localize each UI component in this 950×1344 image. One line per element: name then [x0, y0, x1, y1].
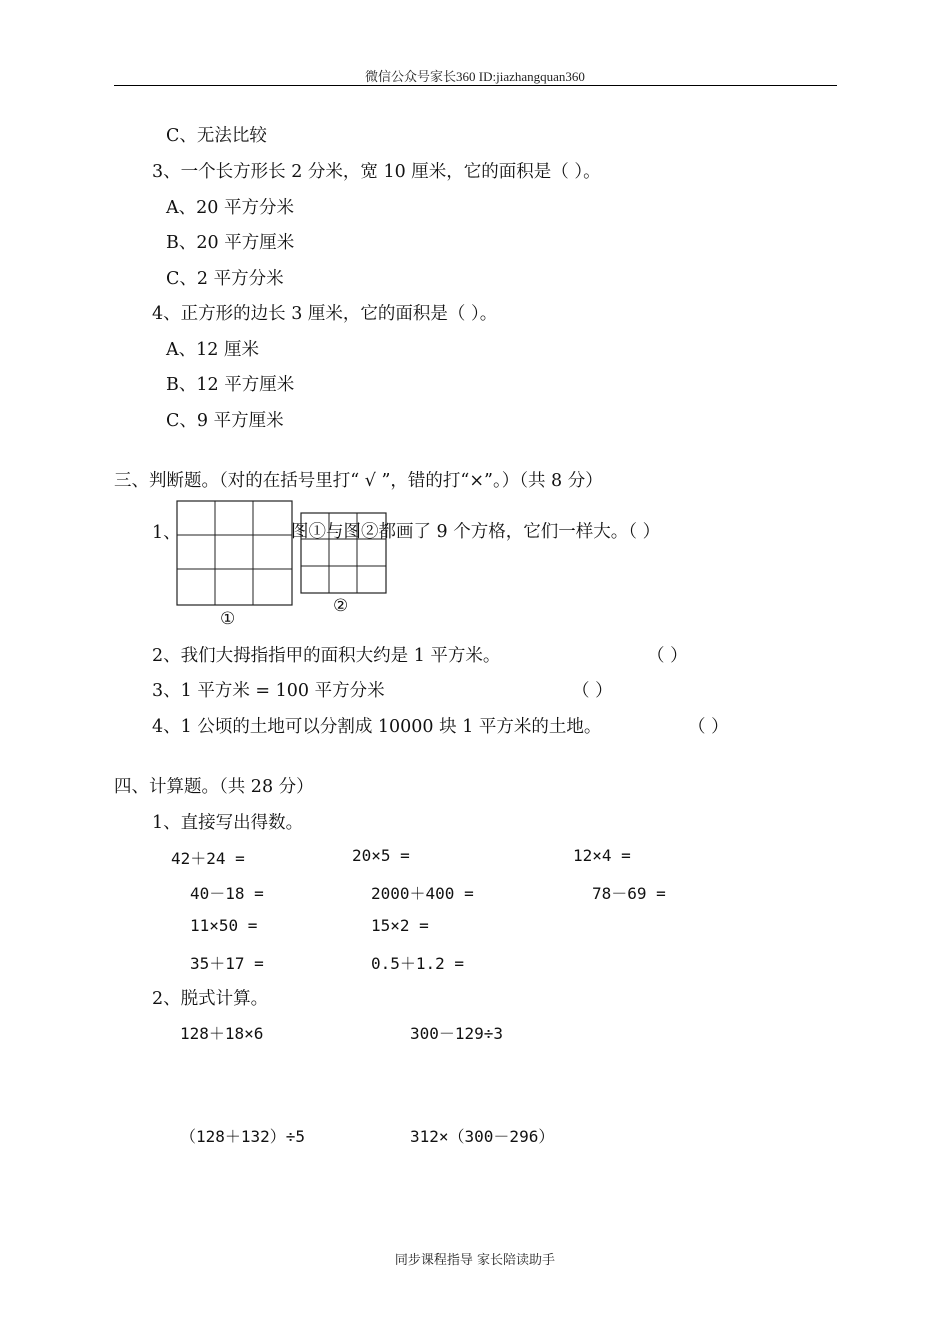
page-header: 微信公众号家长360 ID:jiazhangquan360 — [365, 69, 585, 84]
oral-item: 12×4 = — [573, 846, 631, 865]
s3-q4-paren: （ ） — [688, 717, 729, 737]
s3-q4-text: 4、1 公顷的土地可以分割成 10000 块 1 平方米的土地。 — [152, 717, 602, 737]
q4-option-a: A、12 厘米 — [166, 340, 259, 360]
oral-item: 78－69 = — [592, 884, 666, 903]
q4-option-b: B、12 平方厘米 — [166, 375, 295, 395]
written-item: 128＋18×6 — [180, 1024, 264, 1043]
q2-option-c: C、无法比较 — [166, 126, 267, 146]
s3-q3-paren: （ ） — [572, 681, 613, 701]
q3-question: 3、一个长方形长 2 分米，宽 10 厘米，它的面积是（ ）。 — [152, 162, 601, 182]
oral-item: 15×2 = — [371, 916, 429, 935]
s3-q1-number: 1、 — [152, 523, 181, 543]
oral-item: 20×5 = — [352, 846, 410, 865]
s3-q2-paren: （ ） — [647, 646, 688, 666]
q3-option-a: A、20 平方分米 — [166, 198, 294, 218]
s4-sub1-title: 1、直接写出得数。 — [152, 813, 304, 833]
oral-item: 2000＋400 = — [371, 884, 474, 903]
oral-item: 11×50 = — [190, 916, 258, 935]
s4-sub2-title: 2、脱式计算。 — [152, 989, 269, 1009]
s3-q3-text: 3、1 平方米 = 100 平方分米 — [152, 681, 385, 701]
q3-option-c: C、2 平方分米 — [166, 269, 284, 289]
section3-title: 三、判断题。（对的在括号里打“ √ ”，错的打“×”。）（共 8 分） — [114, 471, 603, 491]
q4-question: 4、正方形的边长 3 厘米，它的面积是（ ）。 — [152, 304, 498, 324]
written-item: 300－129÷3 — [410, 1024, 504, 1043]
figure-1-label: ① — [220, 609, 236, 629]
s3-q2-text: 2、我们大拇指指甲的面积大约是 1 平方米。 — [152, 646, 501, 666]
section4-title: 四、计算题。（共 28 分） — [114, 777, 314, 797]
page-footer: 同步课程指导 家长陪读助手 — [394, 1253, 556, 1268]
oral-item: 42＋24 = — [171, 849, 245, 868]
q3-option-b: B、20 平方厘米 — [166, 233, 295, 253]
header-rule — [114, 85, 837, 86]
figure-2-label: ② — [333, 596, 349, 616]
q4-option-c: C、9 平方厘米 — [166, 411, 284, 431]
grid-figure-1 — [176, 500, 294, 606]
oral-item: 35＋17 = — [190, 954, 264, 973]
written-item: （128＋132）÷5 — [180, 1127, 306, 1146]
oral-item: 0.5＋1.2 = — [371, 954, 465, 973]
s3-q1-text: 图①与图②都画了 9 个方格，它们一样大。（ ） — [291, 522, 661, 542]
written-item: 312×（300－296） — [410, 1127, 555, 1146]
oral-item: 40－18 = — [190, 884, 264, 903]
